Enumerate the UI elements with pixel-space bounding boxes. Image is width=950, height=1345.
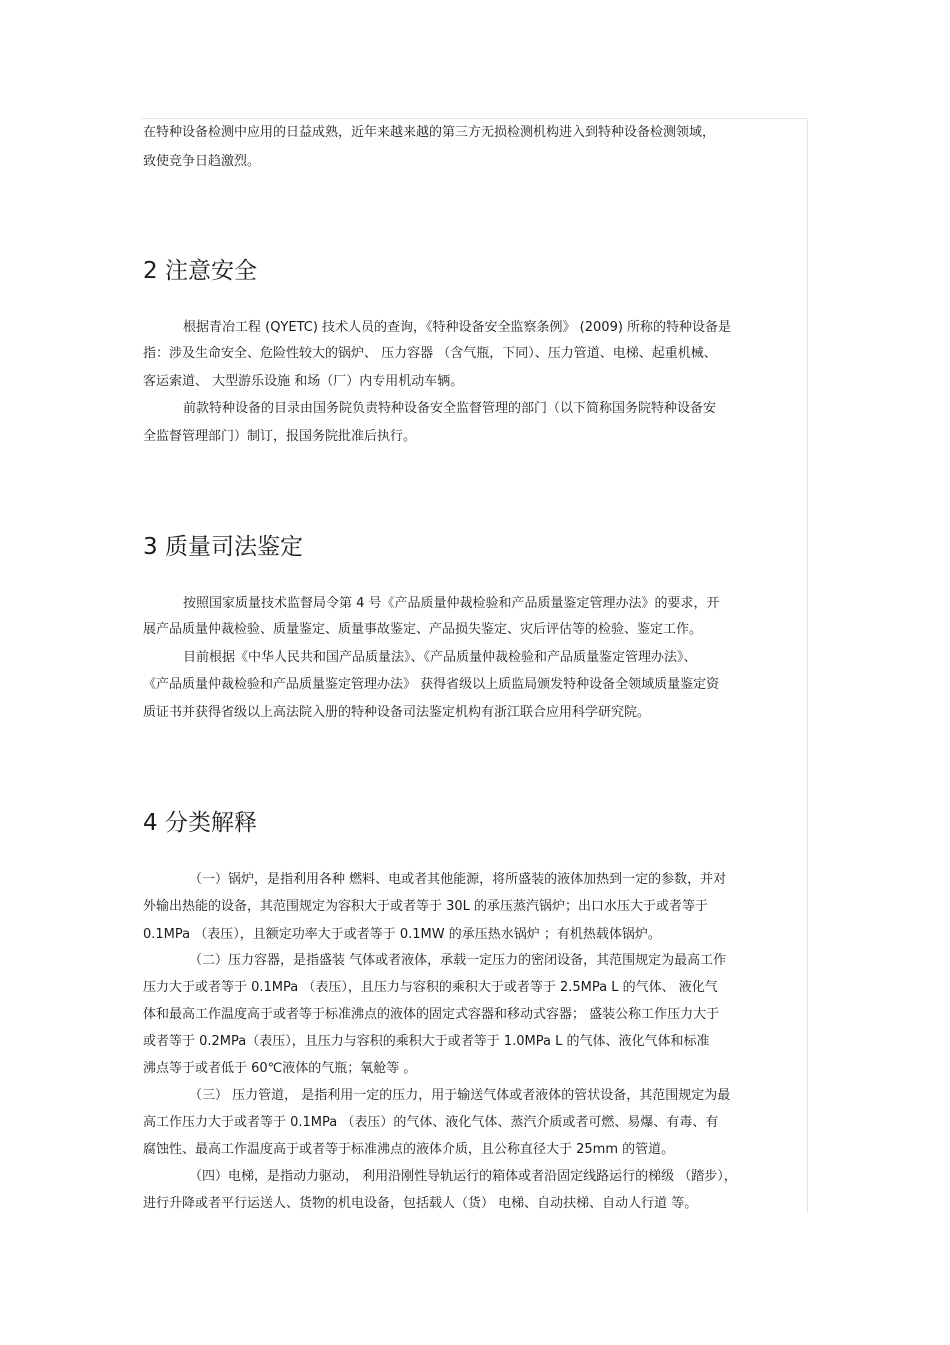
section-heading-classification: 4 分类解释 bbox=[143, 810, 257, 836]
paragraph-line: 高工作压力大于或者等于 0.1MPa （表压）的气体、液化气体、蒸汽介质或者可燃、易爆、有毒、有 bbox=[143, 1115, 719, 1130]
paragraph-line: （一）锅炉，是指利用各种 燃料、电或者其他能源，将所盛装的液体加热到一定的参数，并对 bbox=[189, 872, 727, 887]
paragraph-line: 目前根据《中华人民共和国产品质量法》、《产品质量仲裁检验和产品质量鉴定管理办法》、 bbox=[183, 650, 697, 665]
paragraph-line: 外输出热能的设备，其范围规定为容积大于或者等于 30L 的承压蒸汽锅炉；出口水压大于或者等于 bbox=[143, 899, 709, 914]
paragraph-line: （三） 压力管道， 是指利用一定的压力，用于输送气体或者液体的管状设备，其范围规定为最 bbox=[189, 1088, 731, 1103]
paragraph-line: 根据青冶工程 (QYETC) 技术人员的查询，《特种设备安全监察条例》 (2009) 所称的特种设备是 bbox=[183, 320, 732, 335]
paragraph-line: （二）压力容器，是指盛装 气体或者液体，承载一定压力的密闭设备，其范围规定为最高工作 bbox=[189, 953, 727, 968]
paragraph-line: 或者等于 0.2MPa（表压），且压力与容积的乘积大于或者等于 1.0MPa L 的气体、液化气体和标准 bbox=[143, 1034, 710, 1049]
intro-line-1: 在特种设备检测中应用的日益成熟，近年来越来越的第三方无损检测机构进入到特种设备检测领域， bbox=[143, 125, 716, 140]
paragraph-line: 腐蚀性、最高工作温度高于或者等于标准沸点的液体介质，且公称直径大于 25mm 的管道。 bbox=[143, 1142, 675, 1157]
paragraph-line: 全监督管理部门）制订，报国务院批准后执行。 bbox=[143, 429, 417, 444]
paragraph-line: （四）电梯，是指动力驱动， 利用沿刚性导轨运行的箱体或者沿固定线路运行的梯级 （踏步）， bbox=[189, 1169, 737, 1184]
paragraph-line: 进行升降或者平行运送人、货物的机电设备，包括载人（货） 电梯、自动扶梯、自动人行道 等。 bbox=[143, 1196, 698, 1211]
paragraph-line: 前款特种设备的目录由国务院负责特种设备安全监督管理的部门（以下简称国务院特种设备安 bbox=[183, 401, 717, 416]
paragraph-line: 按照国家质量技术监督局令第 4 号《产品质量仲裁检验和产品质量鉴定管理办法》的要求，开 bbox=[183, 596, 720, 611]
section-heading-safety: 2 注意安全 bbox=[143, 258, 257, 284]
paragraph-line: 沸点等于或者低于 60℃液体的气瓶；氧舱等 。 bbox=[143, 1061, 417, 1076]
intro-line-2: 致使竞争日趋激烈。 bbox=[143, 154, 261, 169]
section-heading-judicial: 3 质量司法鉴定 bbox=[143, 534, 303, 560]
paragraph-line: 0.1MPa （表压），且额定功率大于或者等于 0.1MW 的承压热水锅炉 ；有机热载体锅炉。 bbox=[143, 927, 661, 942]
paragraph-line: 压力大于或者等于 0.1MPa （表压），且压力与容积的乘积大于或者等于 2.5MPa L 的气体、 液化气 bbox=[143, 980, 718, 995]
paragraph-line: 体和最高工作温度高于或者等于标准沸点的液体的固定式容器和移动式容器； 盛装公称工作压力大于 bbox=[143, 1007, 720, 1022]
paragraph-line: 指：涉及生命安全、危险性较大的锅炉、 压力容器 （含气瓶，下同）、压力管道、电梯、起重机械、 bbox=[143, 346, 717, 361]
paragraph-line: 客运索道、 大型游乐设施 和场（厂）内专用机动车辆。 bbox=[143, 374, 464, 389]
paragraph-line: 展产品质量仲裁检验、质量鉴定、质量事故鉴定、产品损失鉴定、灾后评估等的检验、鉴定工作。 bbox=[143, 622, 703, 637]
paragraph-line: 质证书并获得省级以上高法院入册的特种设备司法鉴定机构有浙江联合应用科学研究院。 bbox=[143, 705, 651, 720]
paragraph-line: 《产品质量仲裁检验和产品质量鉴定管理办法》 获得省级以上质监局颁发特种设备全领域质量鉴定资 bbox=[143, 677, 720, 692]
